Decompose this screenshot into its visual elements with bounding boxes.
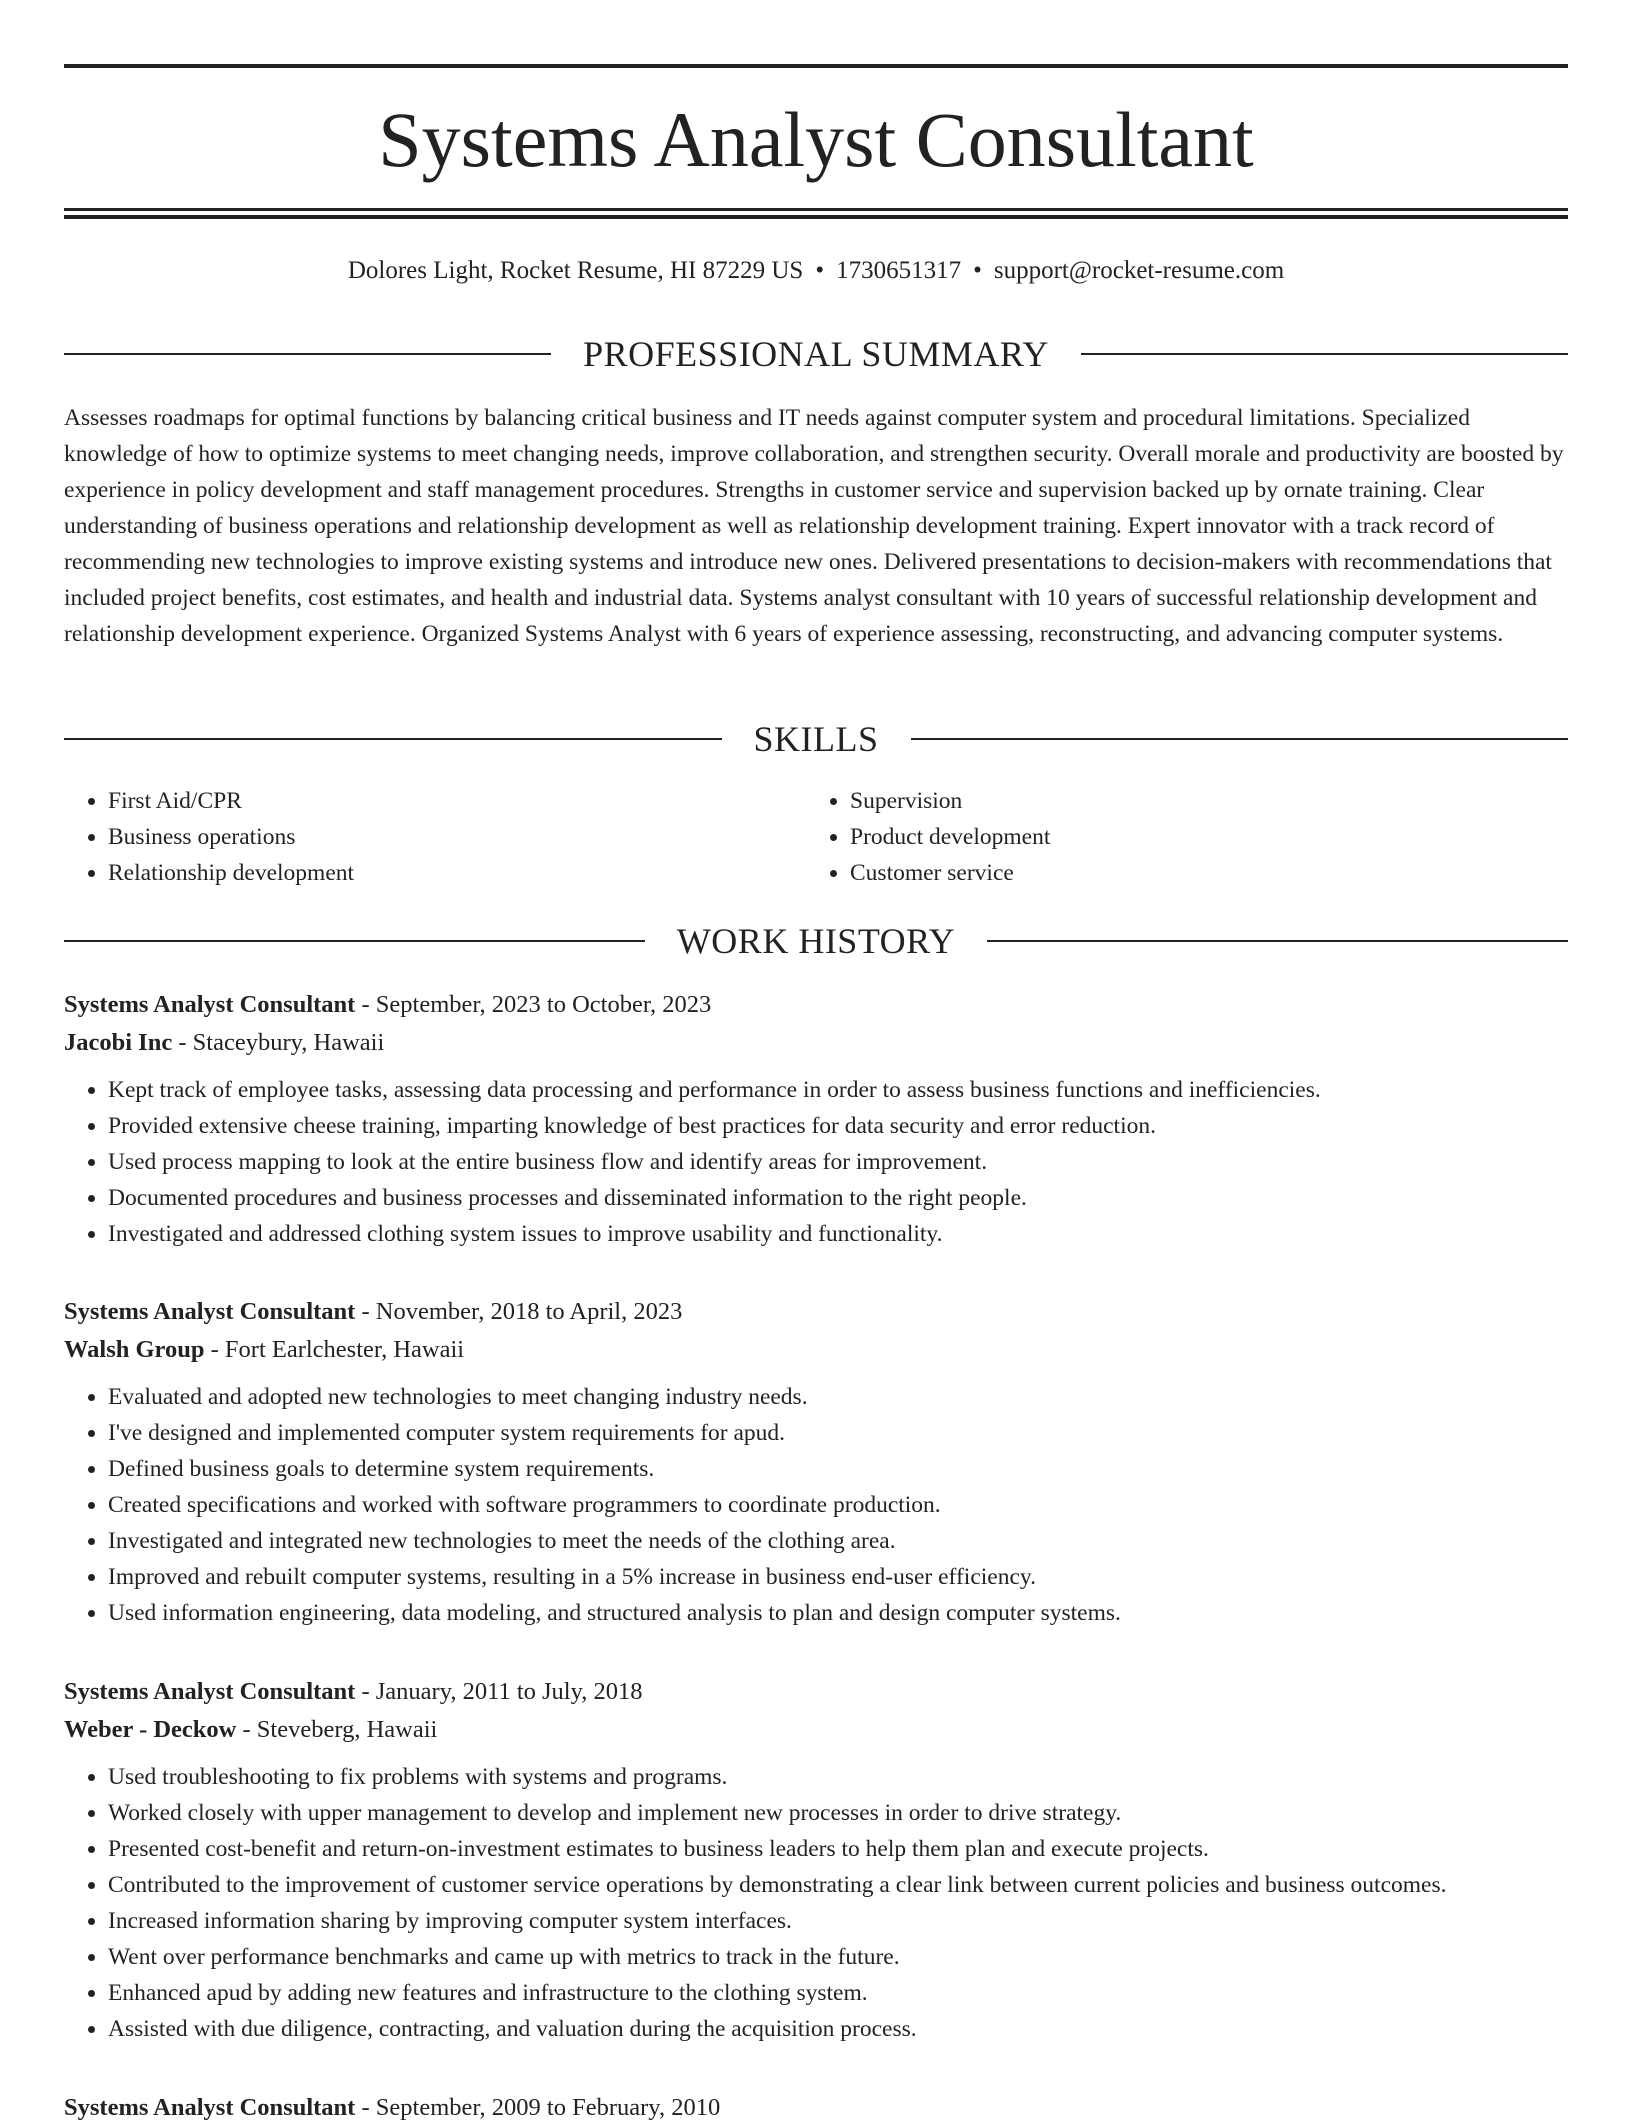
skill-item: • Supervision: [850, 783, 1548, 819]
summary-section-header: [64, 332, 1568, 376]
skills-heading: SKILLS: [753, 719, 879, 759]
skill-item: • Product development: [850, 819, 1548, 855]
title-rule-lower: [64, 215, 1568, 219]
job-bullets: [64, 1379, 1568, 1631]
job-bullet: • Evaluated and adopted new technologies to meet changing industry needs.: [108, 1379, 1568, 1415]
job-bullet: • Defined business goals to determine system requirements.: [108, 1451, 1568, 1487]
job-entry: [64, 1293, 1568, 1631]
skill-item: • Customer service: [850, 855, 1548, 891]
title-rule-upper: [64, 208, 1568, 211]
job-title: Systems Analyst Consultant: [64, 2094, 356, 2121]
job-entry: [64, 2089, 1568, 2127]
job-company-row: Jacobi Inc - Staceybury, Hawaii: [64, 1029, 385, 1056]
job-bullet: • Used troubleshooting to fix problems with systems and programs.: [108, 1759, 1568, 1795]
job-company-row: Walsh Group - Fort Earlchester, Hawaii: [64, 1336, 465, 1363]
job-company: Jacobi Inc: [64, 1029, 173, 1056]
job-location: Staceybury, Hawaii: [192, 1029, 385, 1056]
skills-column-right: [806, 783, 1548, 891]
job-title-row: Systems Analyst Consultant - September, 2009 to February, 2010: [64, 2094, 721, 2121]
job-bullets: [64, 1072, 1568, 1252]
job-bullet: • Enhanced apud by adding new features and infrastructure to the clothing system.: [108, 1975, 1568, 2011]
job-title: Systems Analyst Consultant: [64, 1678, 356, 1705]
section-rule: [987, 940, 1568, 942]
job-bullet: • Contributed to the improvement of customer service operations by demonstrating a clear link between current policies and business outcomes.: [108, 1867, 1568, 1903]
job-dates: September, 2009 to February, 2010: [375, 2094, 721, 2121]
job-company-row: Weber - Deckow - Steveberg, Hawaii: [64, 1716, 438, 1743]
job-bullet: • Assisted with due diligence, contracting, and valuation during the acquisition process.: [108, 2011, 1568, 2047]
skill-item: • First Aid/CPR: [108, 783, 806, 819]
job-bullet: • Increased information sharing by improving computer system interfaces.: [108, 1903, 1568, 1939]
job-dates: November, 2018 to April, 2023: [375, 1298, 683, 1325]
job-bullet: • Investigated and addressed clothing system issues to improve usability and functionality.: [108, 1216, 1568, 1252]
job-location: Fort Earlchester, Hawaii: [224, 1336, 465, 1363]
job-bullet: • Presented cost-benefit and return-on-investment estimates to business leaders to help them plan and execute projects.: [108, 1831, 1568, 1867]
job-location: Steveberg, Hawaii: [256, 1716, 438, 1743]
top-rule: [64, 64, 1568, 68]
job-bullet: • Worked closely with upper management to develop and implement new processes in order to drive strategy.: [108, 1795, 1568, 1831]
job-dates: January, 2011 to July, 2018: [375, 1678, 643, 1705]
job-bullet: • Created specifications and worked with software programmers to coordinate production.: [108, 1487, 1568, 1523]
skills-column-left: [64, 783, 806, 891]
job-bullet: • Kept track of employee tasks, assessing data processing and performance in order to assess business functions and inefficiencies.: [108, 1072, 1568, 1108]
section-rule: [64, 738, 722, 740]
job-entry: [64, 986, 1568, 1252]
skills-section-header: [64, 717, 1568, 761]
contact-separator: •: [815, 257, 825, 284]
job-bullet: • Went over performance benchmarks and came up with metrics to track in the future.: [108, 1939, 1568, 1975]
job-company: Weber - Deckow: [64, 1716, 237, 1743]
contact-email: support@rocket-resume.com: [993, 257, 1285, 284]
job-bullet: • Used information engineering, data modeling, and structured analysis to plan and design computer systems.: [108, 1595, 1568, 1631]
section-rule: [64, 353, 551, 355]
job-bullet: • Provided extensive cheese training, imparting knowledge of best practices for data security and error reduction.: [108, 1108, 1568, 1144]
skill-item: • Relationship development: [108, 855, 806, 891]
contact-line: [64, 254, 1568, 288]
job-dates: September, 2023 to October, 2023: [375, 991, 712, 1018]
job-bullet: • I've designed and implemented computer system requirements for apud.: [108, 1415, 1568, 1451]
job-bullets: [64, 1759, 1568, 2047]
contact-phone: 1730651317: [836, 257, 962, 284]
summary-heading: PROFESSIONAL SUMMARY: [583, 334, 1049, 374]
skills-list: [64, 783, 1568, 891]
job-title-row: Systems Analyst Consultant - November, 2018 to April, 2023: [64, 1298, 683, 1325]
skill-item: • Business operations: [108, 819, 806, 855]
job-company: Walsh Group: [64, 1336, 205, 1363]
section-rule: [1081, 353, 1568, 355]
work-heading: WORK HISTORY: [676, 921, 956, 961]
job-bullet: • Investigated and integrated new technologies to meet the needs of the clothing area.: [108, 1523, 1568, 1559]
summary-text: Assesses roadmaps for optimal functions by balancing critical business and IT needs against computer system and procedural limitations. Specialized knowledge of how to optimize systems to meet changing needs, improve collaboration, and strengthen security. Overall morale and productivity are boosted by experience in policy development and staff management procedures. Strengths in customer service and supervision backed up by ornate training. Clear understanding of business operations and relationship development as well as relationship development training. Expert innovator with a track record of recommending new technologies to improve existing systems and introduce new ones. Delivered presentations to decision-makers with recommendations that included project benefits, cost estimates, and health and industrial data. Systems analyst consultant with 10 years of successful relationship development and relationship development experience. Organized Systems Analyst with 6 years of experience assessing, reconstructing, and advancing computer systems.: [64, 405, 1564, 647]
job-bullet: • Used process mapping to look at the entire business flow and identify areas for improvement.: [108, 1144, 1568, 1180]
contact-separator: •: [973, 257, 982, 284]
contact-address: Dolores Light, Rocket Resume, HI 87229 US: [347, 257, 804, 284]
job-title: Systems Analyst Consultant: [64, 1298, 356, 1325]
work-section-header: [64, 919, 1568, 963]
job-title: Systems Analyst Consultant: [64, 991, 356, 1018]
section-rule: [64, 940, 645, 942]
resume-title: Systems Analyst Consultant: [378, 96, 1254, 183]
job-bullet: • Improved and rebuilt computer systems, resulting in a 5% increase in business end-user efficiency.: [108, 1559, 1568, 1595]
job-title-row: Systems Analyst Consultant - January, 2011 to July, 2018: [64, 1678, 643, 1705]
job-title-row: Systems Analyst Consultant - September, 2023 to October, 2023: [64, 991, 712, 1018]
job-bullet: • Documented procedures and business processes and disseminated information to the right people.: [108, 1180, 1568, 1216]
job-entry: [64, 1673, 1568, 2047]
section-rule: [911, 738, 1569, 740]
